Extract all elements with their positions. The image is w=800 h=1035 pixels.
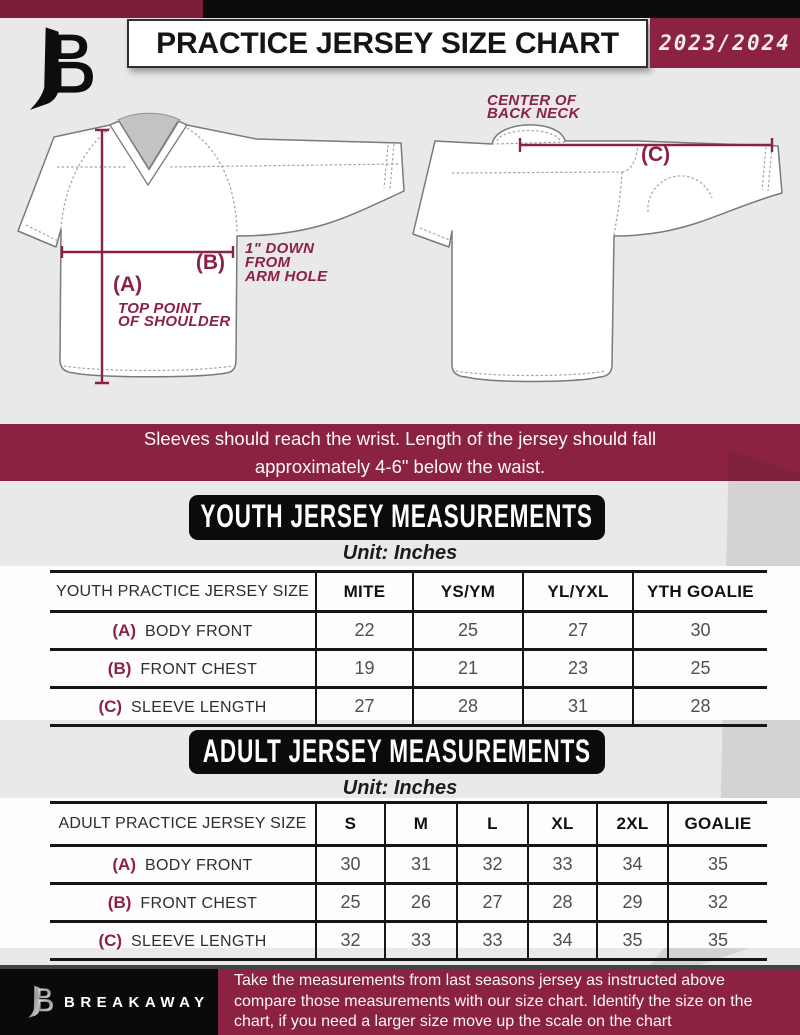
footer-note-text: Take the measurements from last seasons jersey as instructed above compare those measurements with our size chart. Identify the size on the chart, if you need a larger size move up the scale on the chart xyxy=(234,971,753,1031)
back-neck-label-2: BACK NECK xyxy=(487,105,580,122)
size-value: 28 xyxy=(413,688,523,726)
adult-col-header: GOALIE xyxy=(668,803,767,846)
row-key: (C) xyxy=(98,696,123,716)
top-strip-maroon xyxy=(0,0,203,18)
size-value: 34 xyxy=(597,846,668,884)
size-value: 19 xyxy=(316,650,413,688)
label-c-tag: (C) xyxy=(641,143,671,166)
size-value: 33 xyxy=(528,846,597,884)
size-value: 26 xyxy=(385,884,457,922)
youth-size-table xyxy=(50,570,767,727)
adult-col-header: S xyxy=(316,803,385,846)
row-label: BODY FRONT xyxy=(145,856,253,874)
title-box xyxy=(127,19,648,68)
size-value: 30 xyxy=(316,846,385,884)
size-value: 33 xyxy=(457,922,528,960)
adult-size-table xyxy=(50,801,767,961)
adult-row-front-chest xyxy=(50,884,767,922)
row-key: (C) xyxy=(98,930,123,950)
size-value: 34 xyxy=(528,922,597,960)
label-a-desc-1: TOP POINT xyxy=(118,300,201,317)
size-value: 27 xyxy=(523,612,633,650)
size-value: 25 xyxy=(413,612,523,650)
footer-brand-block xyxy=(0,969,218,1035)
adult-section-title: ADULT JERSEY MEASUREMENTS xyxy=(202,733,592,770)
size-value: 32 xyxy=(668,884,767,922)
adult-col-header: ADULT PRACTICE JERSEY SIZE xyxy=(58,815,307,832)
label-b-desc-3: ARM HOLE xyxy=(245,268,328,285)
row-label: FRONT CHEST xyxy=(140,660,258,678)
youth-unit-label: Unit: Inches xyxy=(342,542,458,564)
row-label: BODY FRONT xyxy=(145,622,253,640)
season-badge xyxy=(650,18,800,68)
size-value: 29 xyxy=(597,884,668,922)
size-value: 28 xyxy=(633,688,767,726)
youth-col-header: YTH GOALIE xyxy=(633,572,767,612)
page-title: PRACTICE JERSEY SIZE CHART xyxy=(156,26,619,60)
row-label: SLEEVE LENGTH xyxy=(131,932,267,950)
front-jersey-drawing xyxy=(18,113,404,383)
footer-note-block xyxy=(218,969,800,1035)
adult-col-header: 2XL xyxy=(597,803,668,846)
size-value: 25 xyxy=(633,650,767,688)
size-value: 31 xyxy=(523,688,633,726)
back-jersey-drawing xyxy=(413,92,782,382)
footer-brand-logo-icon xyxy=(26,983,54,1021)
row-key: (B) xyxy=(107,658,132,678)
adult-row-body-front xyxy=(50,846,767,884)
size-value: 35 xyxy=(597,922,668,960)
size-value: 22 xyxy=(316,612,413,650)
youth-col-header: YS/YM xyxy=(413,572,523,612)
youth-section-header xyxy=(189,495,605,540)
row-label: SLEEVE LENGTH xyxy=(131,698,267,716)
youth-col-header: YL/YXL xyxy=(523,572,633,612)
adult-col-header: XL xyxy=(528,803,597,846)
label-b-desc-2: FROM xyxy=(245,254,291,271)
size-value: 21 xyxy=(413,650,523,688)
size-value: 27 xyxy=(457,884,528,922)
season-text: 2023/2024 xyxy=(659,31,791,55)
youth-row-sleeve-length xyxy=(50,688,767,726)
label-b-desc-1: 1" DOWN xyxy=(245,240,315,257)
row-key: (A) xyxy=(112,620,136,640)
size-value: 35 xyxy=(668,846,767,884)
size-value: 33 xyxy=(385,922,457,960)
youth-header-row xyxy=(50,572,767,612)
row-label: FRONT CHEST xyxy=(140,894,258,912)
adult-section-header xyxy=(189,730,605,774)
adult-col-header: L xyxy=(457,803,528,846)
adult-header-row xyxy=(50,803,767,846)
row-key: (A) xyxy=(112,854,136,874)
notice-banner xyxy=(0,424,800,481)
youth-row-front-chest xyxy=(50,650,767,688)
size-value: 27 xyxy=(316,688,413,726)
top-strip-black xyxy=(203,0,800,18)
size-value: 31 xyxy=(385,846,457,884)
size-value: 32 xyxy=(316,922,385,960)
youth-row-body-front xyxy=(50,612,767,650)
adult-col-header: M xyxy=(385,803,457,846)
jersey-measurement-diagram xyxy=(0,88,800,424)
footer-brand-name: BREAKAWAY xyxy=(64,993,210,1011)
size-value: 23 xyxy=(523,650,633,688)
row-key: (B) xyxy=(107,892,132,912)
adult-unit-label: Unit: Inches xyxy=(342,777,458,799)
notice-text: Sleeves should reach the wrist. Length of the jersey should fall approximately 4-6" below the waist. xyxy=(143,427,657,477)
label-a-desc-2: OF SHOULDER xyxy=(118,313,231,330)
size-value: 35 xyxy=(668,922,767,960)
adult-row-sleeve-length xyxy=(50,922,767,960)
back-neck-label-1: CENTER OF xyxy=(487,92,577,109)
size-value: 30 xyxy=(633,612,767,650)
label-a-tag: (A) xyxy=(113,273,143,296)
size-value: 25 xyxy=(316,884,385,922)
youth-col-header: MITE xyxy=(316,572,413,612)
label-b-tag: (B) xyxy=(195,251,225,274)
youth-section-title: YOUTH JERSEY MEASUREMENTS xyxy=(200,499,594,535)
youth-col-header: YOUTH PRACTICE JERSEY SIZE xyxy=(56,582,309,600)
size-value: 28 xyxy=(528,884,597,922)
size-value: 32 xyxy=(457,846,528,884)
